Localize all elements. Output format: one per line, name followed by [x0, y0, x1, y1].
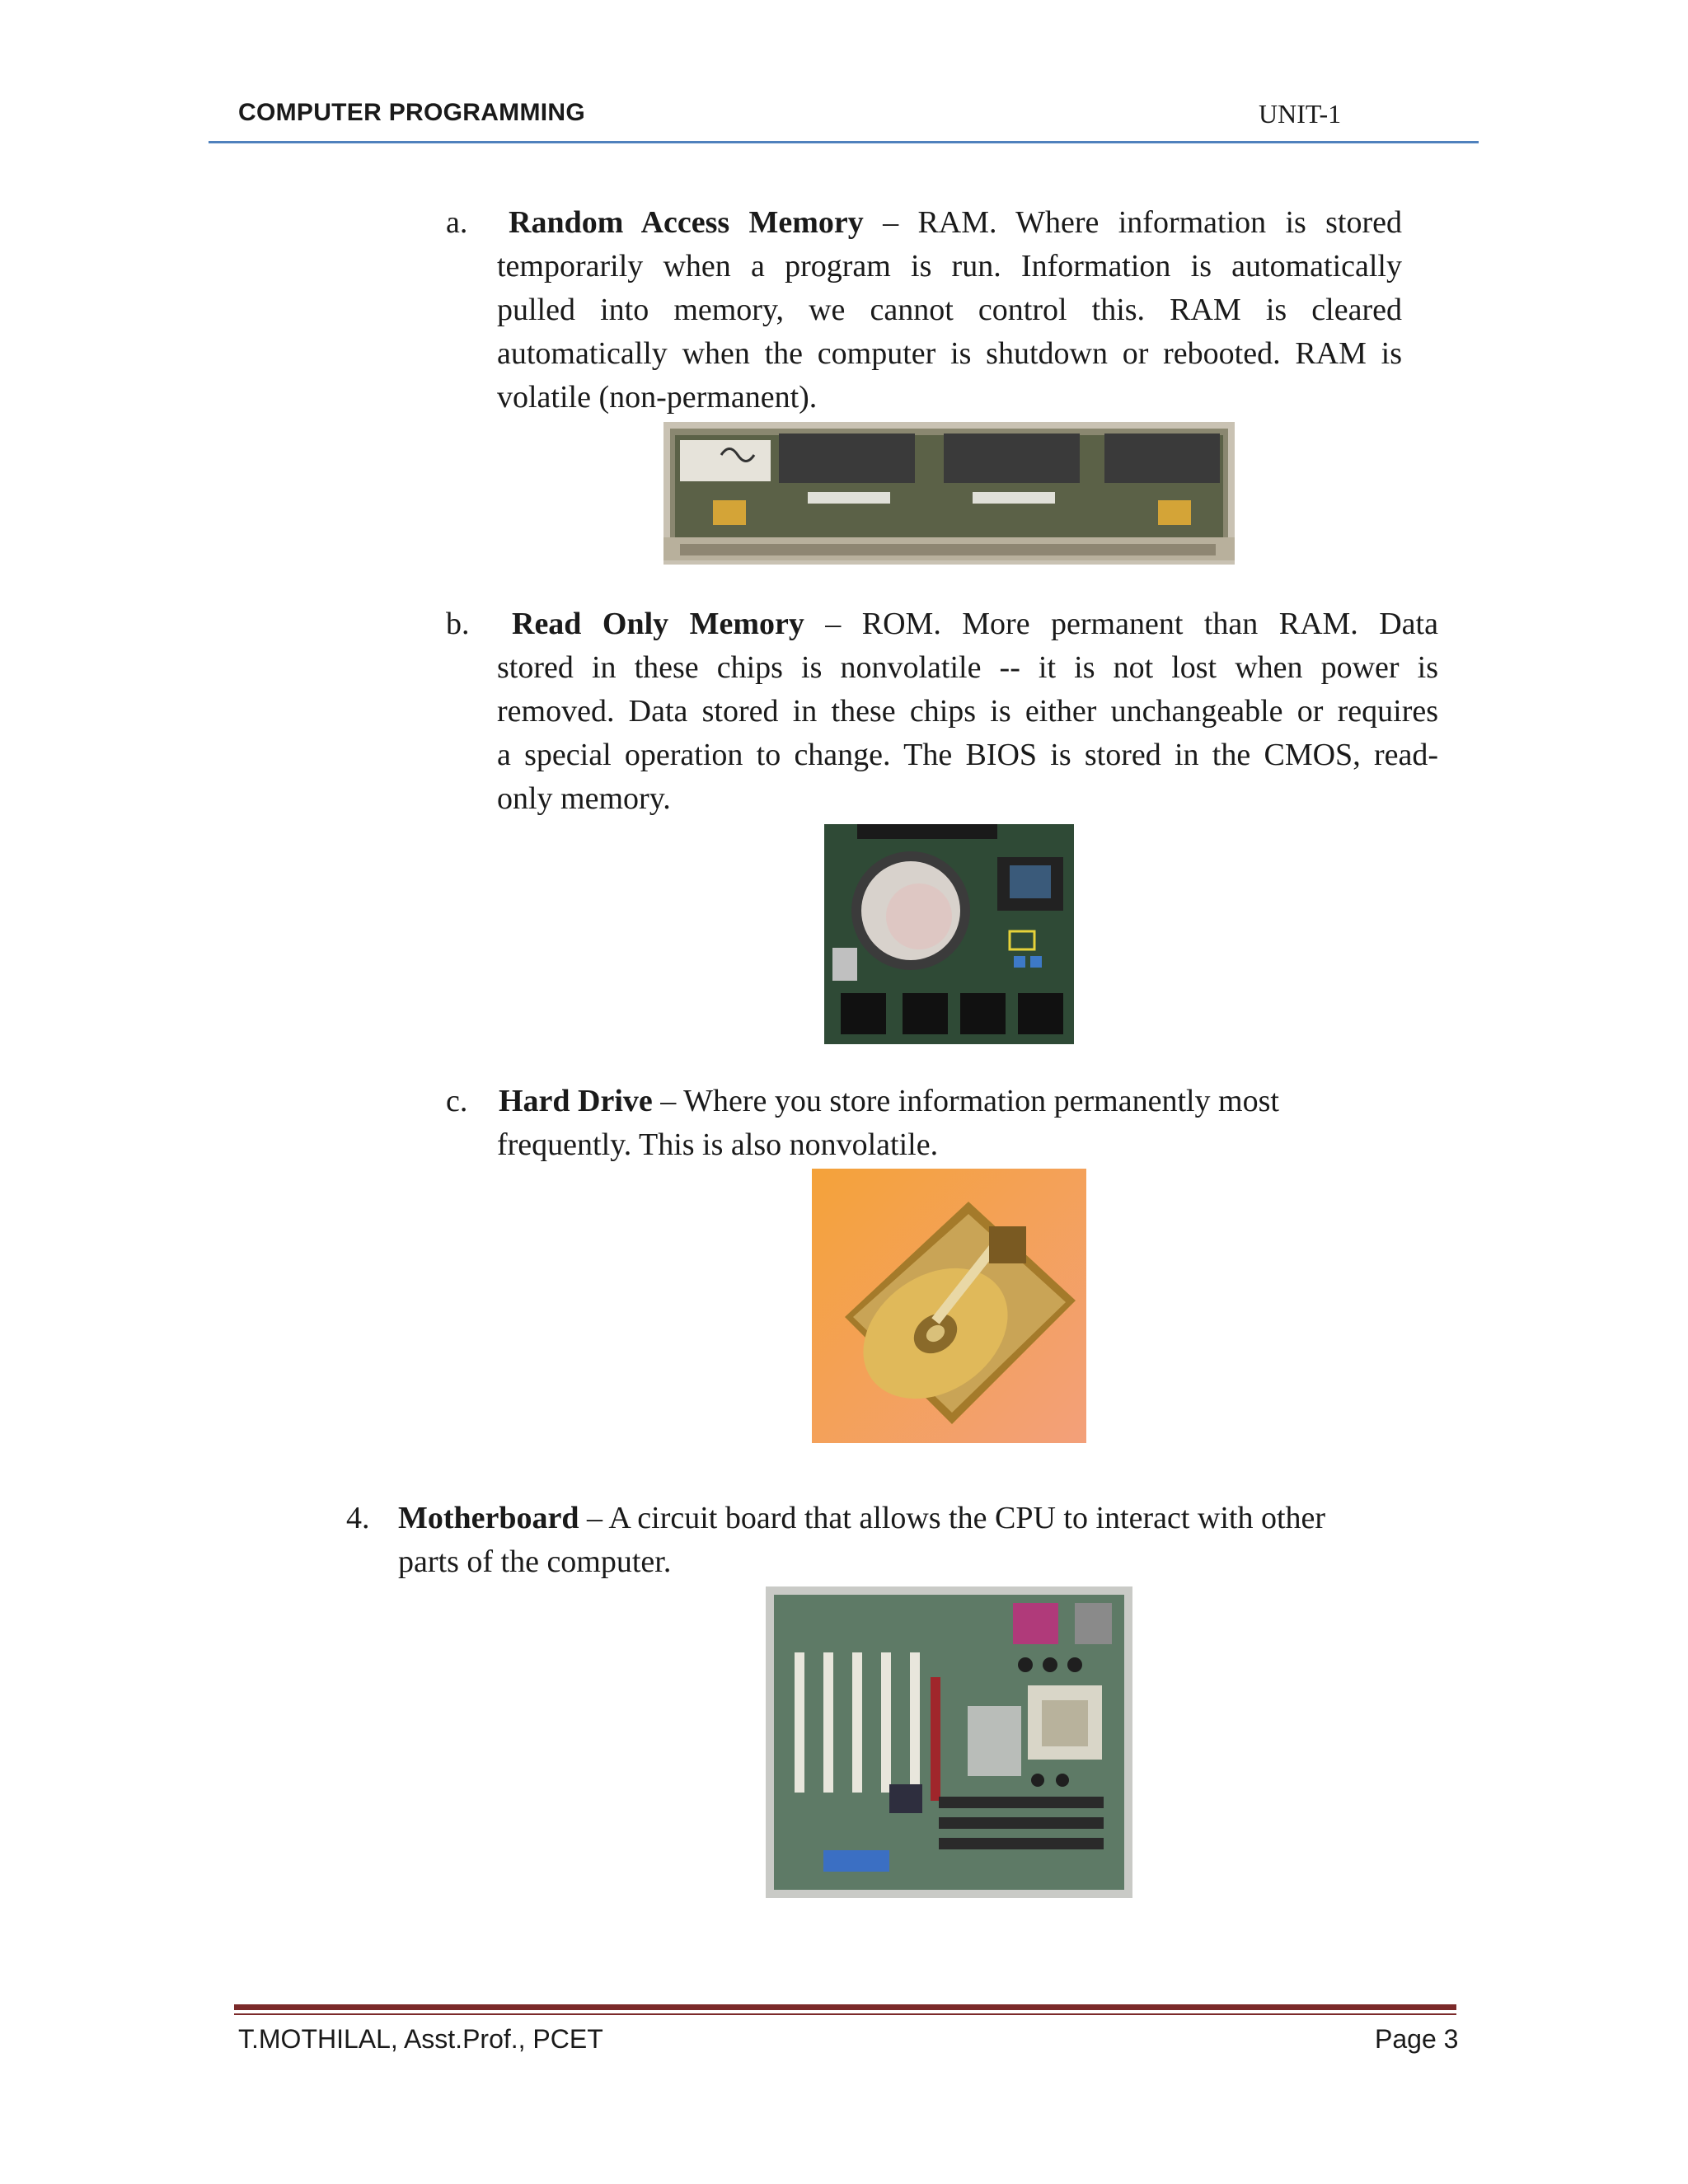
item-b-term: Read Only Memory: [512, 607, 804, 641]
item-b-line-3: removed. Data stored in these chips is either unchangeable or requires: [497, 694, 1438, 729]
item-4-text: [398, 1497, 1404, 1584]
item-c-marker: c.: [446, 1084, 468, 1118]
header-title: COMPUTER PROGRAMMING: [238, 99, 585, 126]
item-b-line-2: stored in these chips is nonvolatile -- it is not lost when power is: [497, 650, 1438, 685]
item-b-text: [497, 602, 1438, 821]
motherboard-image: [766, 1586, 1132, 1898]
item-a-term: Random Access Memory: [509, 205, 864, 240]
rom-chip-image: [824, 824, 1074, 1044]
item-b-line-1: Read Only Memory – ROM. More permanent than RAM. Data: [512, 607, 1438, 641]
item-a-line-1: Random Access Memory – RAM. Where information is stored: [509, 205, 1403, 240]
item-b-marker: b.: [446, 607, 470, 641]
header-unit: UNIT-1: [1259, 99, 1342, 129]
item-a-marker: a.: [446, 205, 468, 240]
item-4-marker: 4.: [346, 1501, 370, 1535]
item-b-line-5: only memory.: [497, 781, 671, 816]
footer-author: T.MOTHILAL, Asst.Prof., PCET: [238, 2024, 603, 2054]
item-c-text: [499, 1080, 1372, 1167]
item-4-term: Motherboard: [398, 1501, 579, 1535]
item-a-line-3: pulled into memory, we cannot control this. RAM is cleared: [497, 293, 1402, 327]
item-c-line-1: Hard Drive – Where you store information permanently most: [499, 1084, 1279, 1118]
item-4-line-2: parts of the computer.: [398, 1544, 672, 1579]
item-4-line-1: Motherboard – A circuit board that allows the CPU to interact with other: [398, 1501, 1326, 1535]
item-a-line-2: temporarily when a program is run. Information is automatically: [497, 249, 1402, 284]
item-c-line-2: frequently. This is also nonvolatile.: [497, 1127, 939, 1162]
item-c-term: Hard Drive: [499, 1084, 653, 1118]
item-a-line-4: automatically when the computer is shutdown or rebooted. RAM is: [497, 336, 1402, 371]
item-a-text: [497, 201, 1402, 419]
item-b-line-4: a special operation to change. The BIOS is stored in the CMOS, read-: [497, 738, 1438, 772]
footer-rule-thick: [234, 2004, 1456, 2010]
hard-drive-image: [812, 1169, 1086, 1443]
header-rule: [209, 141, 1479, 143]
footer-rule-thin: [234, 2013, 1456, 2015]
footer-page-number: Page 3: [1375, 2024, 1459, 2054]
ram-module-image: [663, 422, 1235, 565]
item-a-line-5: volatile (non-permanent).: [497, 380, 818, 415]
